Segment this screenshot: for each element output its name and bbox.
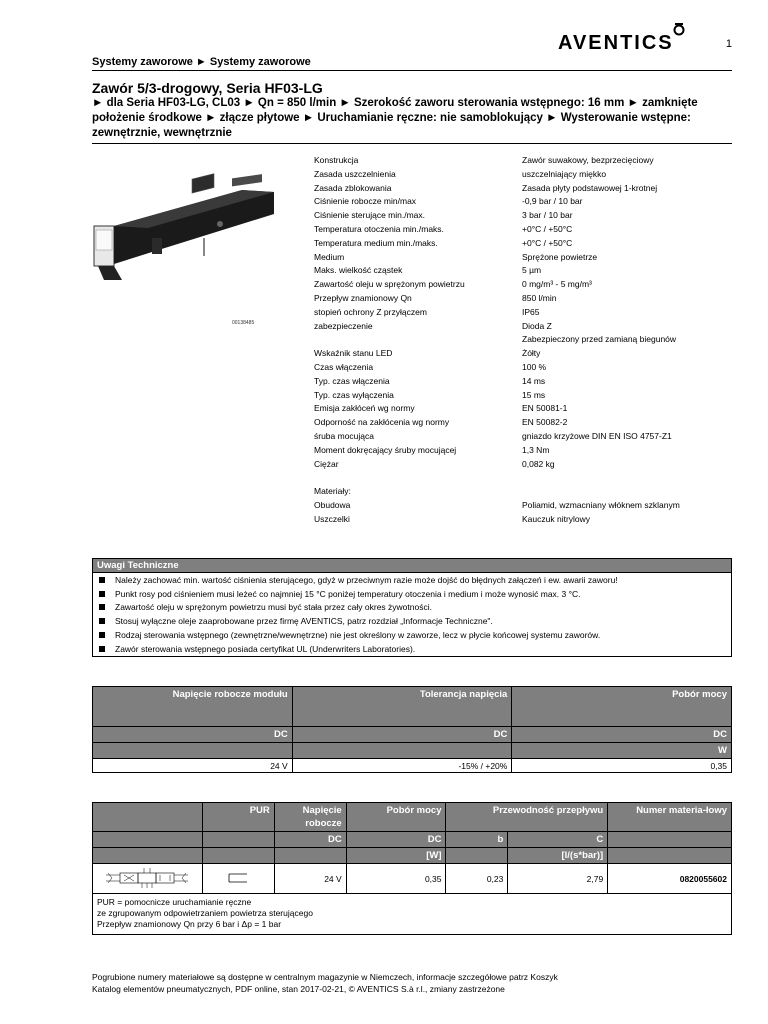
unit-cell: DC	[512, 727, 732, 743]
spec-row	[314, 278, 734, 292]
spec-value: gniazdo krzyżowe DIN EN ISO 4757-Z1	[522, 430, 672, 441]
note-text: Rodzaj sterowania wstępnego (zewnętrzne/wewnętrzne) nie jest określony w zaworze, lecz w płycie końcowej systemu zaworów.	[115, 630, 601, 641]
spec-key	[314, 333, 522, 347]
unit-cell: W	[512, 743, 732, 759]
note-item	[93, 614, 731, 628]
note-item	[93, 587, 731, 601]
note-text: Zawartość oleju w sprężonym powietrzu musi być stała przez cały okres żywotności.	[115, 602, 432, 613]
divider	[92, 143, 732, 144]
table-row	[93, 864, 732, 894]
col-header-power: Pobór mocy	[346, 803, 446, 832]
brand-mark-icon	[672, 22, 686, 36]
spec-row	[314, 182, 734, 196]
spec-row	[314, 444, 734, 458]
spec-key: Przepływ znamionowy Qn	[314, 292, 412, 303]
spec-value: 3 bar / 10 bar	[522, 210, 573, 221]
unit-cell: DC	[346, 832, 446, 848]
spec-value: 100 %	[522, 361, 547, 372]
breadcrumb: Systemy zaworowe ► Systemy zaworowe	[92, 56, 311, 68]
footnote-line: PUR = pomocnicze uruchamianie ręczne	[97, 897, 252, 907]
spec-value: 0,082 kg	[522, 458, 555, 469]
bullet-icon	[99, 577, 105, 583]
voltage-value: 24 V	[274, 864, 346, 894]
spec-value: EN 50082-2	[522, 417, 568, 428]
spec-key: Zasada uszczelnienia	[314, 168, 396, 179]
note-item	[93, 573, 731, 587]
col-header-flow: Przewodność przepływu	[446, 803, 608, 832]
spec-row	[314, 237, 734, 251]
divider	[92, 70, 732, 71]
spec-key: stopień ochrony Z przyłączem	[314, 306, 427, 317]
valve-symbol-cell	[93, 864, 203, 894]
spec-row	[314, 347, 734, 361]
spec-key: Zasada zblokowania	[314, 182, 392, 193]
flow-c-value: 2,79	[508, 864, 608, 894]
col-header-voltage: Napięcie robocze	[274, 803, 346, 832]
power-value: 0,35	[346, 864, 446, 894]
spec-key: Emisja zakłóceń wg normy	[314, 403, 415, 414]
spec-row	[314, 361, 734, 375]
spec-row	[314, 154, 734, 168]
note-text: Punkt rosy pod ciśnieniem musi leżeć co najmniej 15 °C poniżej temperatury otoczenia i medium i może wynosić max. 3 °C.	[115, 588, 581, 599]
spec-row	[314, 320, 734, 334]
spec-row	[314, 458, 734, 472]
spec-value: 14 ms	[522, 375, 546, 386]
spec-row	[314, 389, 734, 403]
spec-key: Medium	[314, 251, 345, 262]
spec-row	[314, 471, 734, 485]
spec-key: Odporność na zakłócenia wg normy	[314, 417, 450, 428]
page-subtitle: ► dla Seria HF03-LG, CL03 ► Qn = 850 l/min ► Szerokość zaworu sterowania wstępnego: 16 mm ► zamknięte położenie środkowe ► złącze płytowe ► Uruchamianie ręczne: nie samoblokujący ► Wysterowanie wstępne: zewnętrznie, wewnętrznie	[92, 97, 698, 139]
spec-row	[314, 333, 734, 347]
spec-key: Obudowa	[314, 499, 351, 510]
spec-row	[314, 375, 734, 389]
bullet-icon	[99, 604, 105, 610]
spec-key: Zawartość oleju w sprężonym powietrzu	[314, 279, 465, 290]
spec-key: śruba mocująca	[314, 430, 375, 441]
note-item	[93, 601, 731, 615]
spec-key: Ciężar	[314, 458, 339, 469]
spec-value: Zawór suwakowy, bezprzecięciowy	[522, 155, 654, 165]
spec-value: Zabezpieczony przed zamianą biegunów	[522, 334, 677, 345]
spec-value: Kauczuk nitrylowy	[522, 513, 591, 524]
manual-override-symbol-cell	[202, 864, 274, 894]
spec-value: 15 ms	[522, 389, 546, 400]
page-title: Zawór 5/3-drogowy, Seria HF03-LG	[92, 80, 323, 96]
order-table	[92, 802, 732, 894]
spec-key: Konstrukcja	[314, 155, 359, 165]
notes-title: Uwagi Techniczne	[93, 559, 731, 573]
spec-key: Maks. wielkość cząstek	[314, 265, 403, 276]
spec-row	[314, 264, 734, 278]
spec-key: zabezpieczenie	[314, 320, 373, 331]
unit-cell: DC	[93, 727, 293, 743]
spec-key: Wskaźnik stanu LED	[314, 348, 393, 359]
spec-row	[314, 195, 734, 209]
note-text: Należy zachować min. wartość ciśnienia sterującego, gdyż w przeciwnym razie może dojść do błędnych załączeń i ew. awarii zaworu!	[115, 574, 618, 585]
spec-value: 0 mg/m³ - 5 mg/m³	[522, 279, 592, 290]
spec-row	[314, 223, 734, 237]
spec-value: Żółty	[522, 348, 541, 359]
spec-key: Czas włączenia	[314, 361, 374, 372]
col-header-voltage: Napięcie robocze modułu	[93, 687, 293, 727]
spec-value: Sprężone powietrze	[522, 251, 598, 262]
spec-value	[522, 471, 734, 485]
page-number: 1	[725, 38, 732, 50]
page-footer	[92, 972, 558, 995]
bullet-icon	[99, 646, 105, 652]
spec-key: Uszczelki	[314, 513, 350, 524]
footnote-line: ze zgrupowanym odpowietrzaniem powietrza sterującego	[97, 908, 313, 918]
spec-value: IP65	[522, 306, 540, 317]
spec-value: +0°C / +50°C	[522, 223, 573, 234]
bullet-icon	[99, 632, 105, 638]
spec-value: -0,9 bar / 10 bar	[522, 196, 583, 207]
spec-key	[314, 471, 522, 485]
technical-notes	[92, 558, 732, 657]
footer-line: Katalog elementów pneumatycznych, PDF online, stan 2017-02-21, © AVENTICS S.à r.l., zmiany zastrzeżone	[92, 983, 505, 994]
unit-cell: DC	[274, 832, 346, 848]
spec-row	[314, 168, 734, 182]
spec-value: 1,3 Nm	[522, 444, 550, 455]
spec-value	[522, 485, 734, 499]
note-item	[93, 628, 731, 642]
unit-cell	[93, 743, 293, 759]
valve-product-image	[92, 168, 288, 288]
unit-cell: [W]	[346, 848, 446, 864]
spec-key: Ciśnienie robocze min/max	[314, 196, 417, 207]
spec-key: Materiały:	[314, 486, 351, 497]
unit-cell: DC	[292, 727, 512, 743]
spec-key: Moment dokręcający śruby mocującej	[314, 444, 457, 455]
spec-row	[314, 499, 734, 513]
spec-key: Ciśnienie sterujące min./max.	[314, 210, 426, 221]
spec-value: 850 l/min	[522, 292, 557, 303]
table-footnote	[92, 893, 732, 935]
spec-row	[314, 402, 734, 416]
bullet-icon	[99, 591, 105, 597]
spec-value: 5 µm	[522, 265, 542, 276]
col-header-tolerance: Tolerancja napięcia	[292, 687, 512, 727]
note-text: Zawór sterowania wstępnego posiada certyfikat UL (Underwriters Laboratories).	[115, 643, 416, 654]
spec-value: Dioda Z	[522, 320, 552, 331]
unit-cell: C	[508, 832, 608, 848]
spec-key: Typ. czas włączenia	[314, 375, 390, 386]
note-item	[93, 642, 731, 656]
spec-value: uszczelniający miękko	[522, 168, 607, 179]
spec-value: Zasada płyty podstawowej 1-krotnej	[522, 182, 658, 193]
spec-key: Typ. czas wyłączenia	[314, 389, 394, 400]
tolerance-value: -15% / +20%	[292, 759, 512, 773]
image-id-label: 00138485	[232, 320, 255, 326]
spec-key: Temperatura otoczenia min./maks.	[314, 223, 444, 234]
voltage-table	[92, 686, 732, 773]
spec-row	[314, 209, 734, 223]
spec-row	[314, 430, 734, 444]
spec-row	[314, 251, 734, 265]
spec-value: EN 50081-1	[522, 403, 568, 414]
flow-b-value: 0,23	[446, 864, 508, 894]
unit-cell: b	[446, 832, 508, 848]
spec-key: Temperatura medium min./maks.	[314, 237, 438, 248]
specs-list	[314, 154, 734, 527]
material-number[interactable]: 0820055602	[608, 864, 732, 894]
spec-row	[314, 416, 734, 430]
col-header-pur: PUR	[202, 803, 274, 832]
brand-logo: AVENTICS	[558, 32, 674, 54]
spec-row	[314, 485, 734, 499]
power-value: 0,35	[512, 759, 732, 773]
note-text: Stosuj wyłączne oleje zaaprobowane przez firmę AVENTICS, patrz rozdział „Informacje Techniczne".	[115, 616, 493, 627]
footnote-line: Przepływ znamionowy Qn przy 6 bar i Δp = 1 bar	[97, 919, 282, 929]
spec-value: Poliamid, wzmacniany włóknem szklanym	[522, 499, 680, 510]
spec-value: +0°C / +50°C	[522, 237, 573, 248]
spec-row	[314, 513, 734, 527]
footer-line: Pogrubione numery materiałowe są dostępne w centralnym magazynie w Niemczech, informacje szczegółowe patrz Koszyk	[92, 972, 558, 982]
unit-cell: [l/(s*bar)]	[508, 848, 608, 864]
unit-cell	[292, 743, 512, 759]
voltage-value: 24 V	[93, 759, 293, 773]
manual-override-icon	[228, 873, 248, 883]
spec-row	[314, 306, 734, 320]
spec-row	[314, 292, 734, 306]
bullet-icon	[99, 618, 105, 624]
col-header-material: Numer materia-łowy	[608, 803, 732, 832]
valve-symbol-icon	[104, 867, 190, 889]
col-header-power: Pobór mocy	[512, 687, 732, 727]
table-row	[93, 759, 732, 773]
